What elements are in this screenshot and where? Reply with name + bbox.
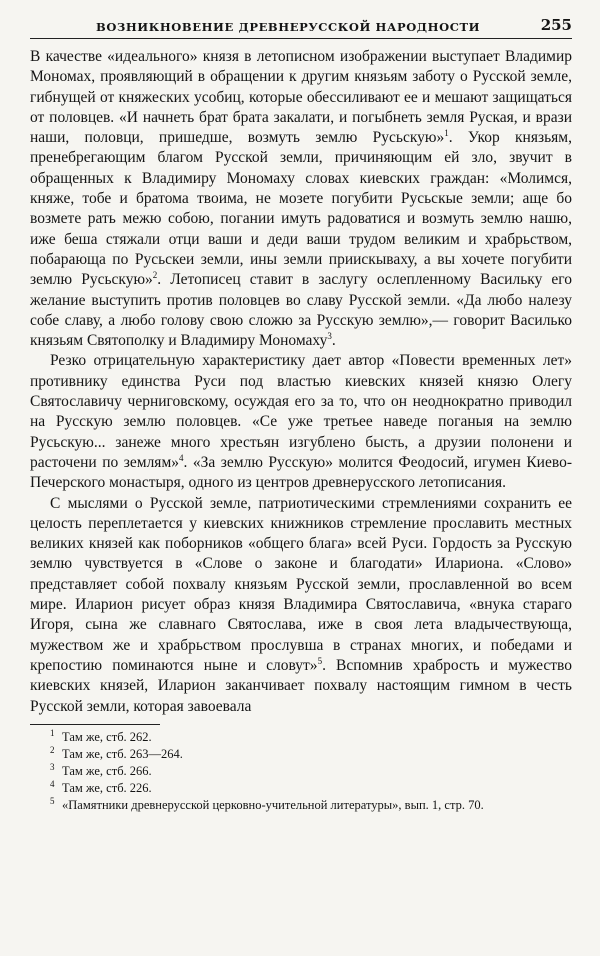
- footnote-divider: [30, 724, 160, 725]
- footnote-text: Там же, стб. 226.: [62, 780, 152, 795]
- body-text: [30, 47, 572, 717]
- page-number: 255: [540, 16, 572, 34]
- running-title: ВОЗНИКНОВЕНИЕ ДРЕВНЕРУССКОЙ НАРОДНОСТИ: [96, 20, 481, 34]
- footnote-marker[interactable]: 2: [152, 270, 158, 281]
- footnote-marker[interactable]: 1: [444, 128, 449, 139]
- paragraph: [30, 47, 572, 351]
- footnote: 2 Там же, стб. 263—264.: [50, 744, 183, 761]
- paragraph-text: .: [331, 332, 336, 350]
- paragraph: [30, 351, 572, 493]
- paragraph-text: . Вспомнив храбрость и мужество киевских князей, Иларион заканчивает похвалу настоящим гимном в честь Русской земли, которая завоевала: [30, 656, 572, 715]
- paragraph: [30, 494, 572, 717]
- paragraph-text: . Укор князьям, пренебрегающим благом Русской земли, причиняющим ей зло, звучит в обращенных к Владимиру Мономаху словах киевских граждан: «Молимся, княже, тобе и братома твоима, не мозете погубити Русьскые земли; аще бо возмете рать межю собою, погании имуть радоватися и возмуть землю нашю, иже беша стяжали отци ваши и деди ваши трудом великим и храбрьством, побарающа по Русьскеи земли, ины земли приискываху, а вы хочете погубити землю Русьскую»: [30, 129, 572, 289]
- paragraph-text: В качестве «идеального» князя в летописном изображении выступает Владимир Мономах, проявляющий в обращении к другим князьям заботу о Русской земле, гибнущей от княжеских усобиц, которые обессиливают ее и мешают защищаться от половцев. «И начнеть брат брата закалати, и погыбнеть земля Руская, и врази наши, половци, пришедше, возмуть землю Русьскую»: [30, 48, 572, 147]
- footnote-marker[interactable]: 5: [317, 655, 323, 666]
- footnote: 5 «Памятники древнерусской церковно-учительной литературы», вып. 1, стр. 70.: [50, 795, 484, 812]
- footnote-text: Там же, стб. 266.: [62, 763, 152, 778]
- footnote: 3 Там же, стб. 266.: [50, 761, 152, 778]
- footnote-text: Там же, стб. 263—264.: [62, 746, 183, 761]
- paragraph-text: . «За землю Русскую» молится Феодосий, игумен Киево-Печерского монастыря, одного из центров древнерусского летописания.: [30, 453, 572, 492]
- footnote-text: Там же, стб. 262.: [62, 729, 152, 744]
- footnote-marker[interactable]: 3: [327, 331, 332, 341]
- paragraph-text: С мыслями о Русской земле, патриотическими стремлениями сохранить ее целость переплетается у киевских книжников стремление прославить местных великих князей как поборников «общего блага» всей Руси. Гордость за Русскую землю чувствуется в «Слове о законе и благодати» Илариона. «Слово» представляет собой похвалу князьям Русской земли, прославленной во всем мире. Иларион рисует образ князя Владимира Святославича, «внука стараго Игоря, сына же славнаго Святослава, иже в своя лета владычествующа, мужеством же и храбрьством прослувша в странах многих, и победами и крепостию поминаются ныне и словут»: [30, 494, 572, 674]
- paragraph-text: . Летописец ставит в заслугу ослепленному Васильку его желание выступить против половцев во славу Русской земли. «Да любо налезу собе славу, а любо голову свою сложю за Русскую землю»,— говорит Василько князьям Святополку и Владимиру Мономаху: [30, 271, 573, 350]
- page-header: [30, 16, 572, 39]
- footnotes: [30, 729, 572, 814]
- paragraph-text: Резко отрицательную характеристику дает автор «Повести временных лет» противнику единства Руси под властью киевских князей князю Олегу Святославичу черниговскому, осуждая его за то, что он неоднократно приводил на Русскую землю половцев. «Се уже третьее наведе поганыя на землю Русьскую... занеже много хрестьян изгублено бысть, а друзии полонени и расточени по землям»: [30, 352, 572, 471]
- footnote-marker[interactable]: 4: [179, 452, 184, 463]
- footnote-text: «Памятники древнерусской церковно-учительной литературы», вып. 1, стр. 70.: [62, 797, 484, 812]
- footnote: 1 Там же, стб. 262.: [50, 727, 152, 744]
- footnote: 4 Там же, стб. 226.: [50, 778, 152, 795]
